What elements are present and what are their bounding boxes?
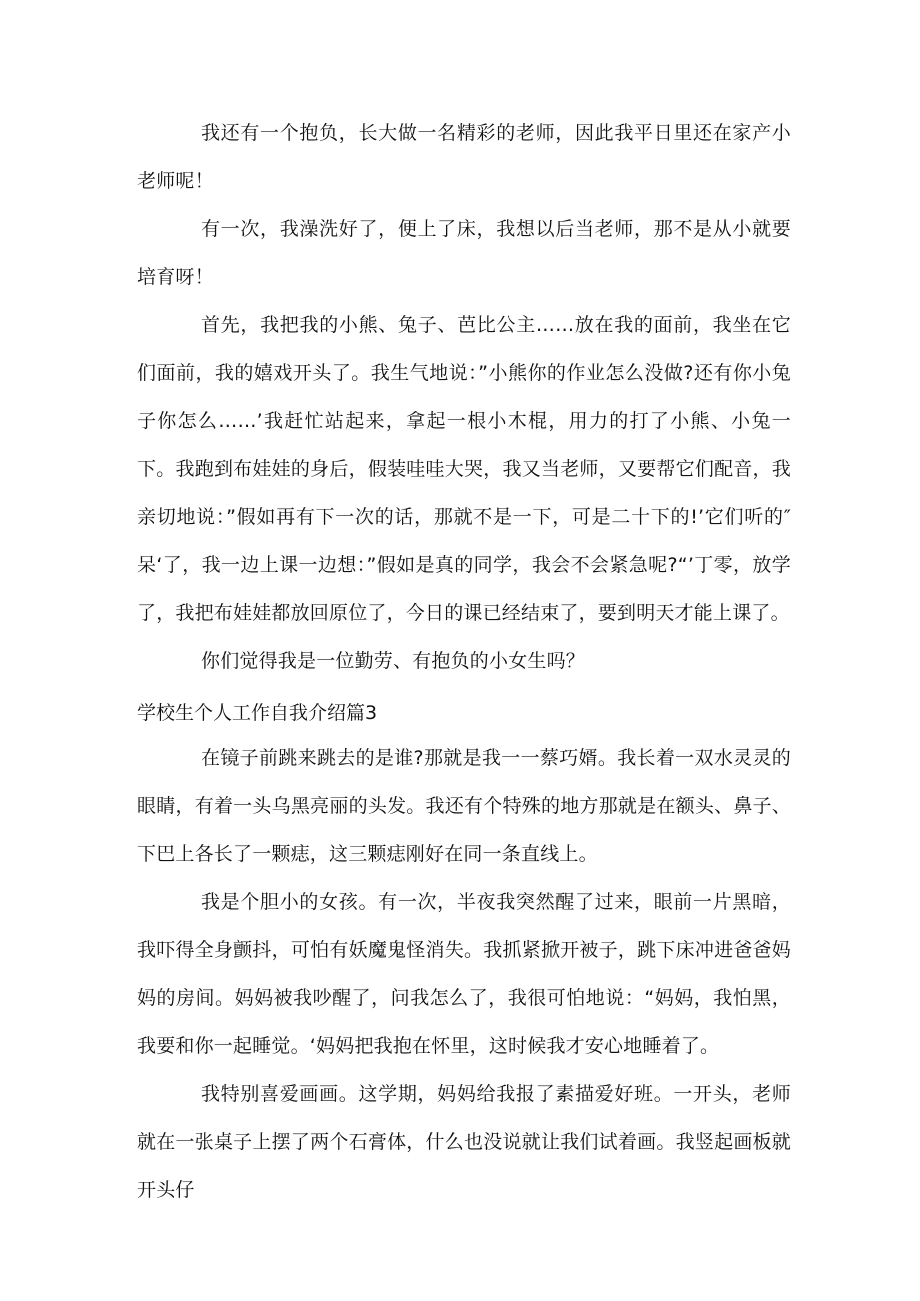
paragraph-bath: 有一次，我澡洗好了，便上了床，我想以后当老师，那不是从小就要培育呀！ [137,218,791,288]
paragraph-timid: 我是个胆小的女孩。有一次，半夜我突然醒了过来，眼前一片黑暗，我吓得全身颤抖，可怕有妖魔鬼怪消失。我抓紧掀开被子，跳下床冲进爸爸妈妈的房间。妈妈被我吵醒了，问我怎么了，我很可怕地说：“妈妈，我怕黑，我要和你一起睡觉。‘妈妈把我抱在怀里，这时候我才安心地睡着了。 [137,891,791,1057]
section-title: 学校生个人工作自我介绍篇3 [137,702,378,724]
paragraph-ambition: 我还有一个抱负，长大做一名精彩的老师，因此我平日里还在家产小老师呢！ [137,122,791,192]
paragraph-mirror: 在镜子前跳来跳去的是谁?那就是我一一蔡巧婿。我长着一双水灵灵的眼睛，有着一头乌黑亮丽的头发。我还有个特殊的地方那就是在额头、鼻子、下巴上各长了一颗痣，这三颗痣刚好在同一条直线上。 [137,747,791,865]
paragraph-play-teacher: 首先，我把我的小熊、兔子、芭比公主……放在我的面前，我坐在它们面前，我的嬉戏开头了。我生气地说：”小熊你的作业怎么没做?还有你小兔子你怎么……’我赶忙站起来，拿起一根小木棍，用力的打了小熊、小兔一下。我跑到布娃娃的身后，假装哇哇大哭，我又当老师，又要帮它们配音，我亲切地说：”假如再有下一次的话，那就不是一下，可是二十下的!’它们听的″呆‘了，我一边上课一边想：”假如是真的同学，我会不会紧急呢?“’丁零，放学了，我把布娃娃都放回原位了，今日的课已经结束了，要到明天才能上课了。 [137,314,791,624]
paragraph-question: 你们觉得我是一位勤劳、有抱负的小女生吗？ [201,650,586,672]
paragraph-drawing: 我特别喜爱画画。这学期，妈妈给我报了素描爱好班。一开头，老师就在一张桌子上摆了两个石膏体，什么也没说就让我们试着画。我竖起画板就开头仔 [137,1083,791,1201]
